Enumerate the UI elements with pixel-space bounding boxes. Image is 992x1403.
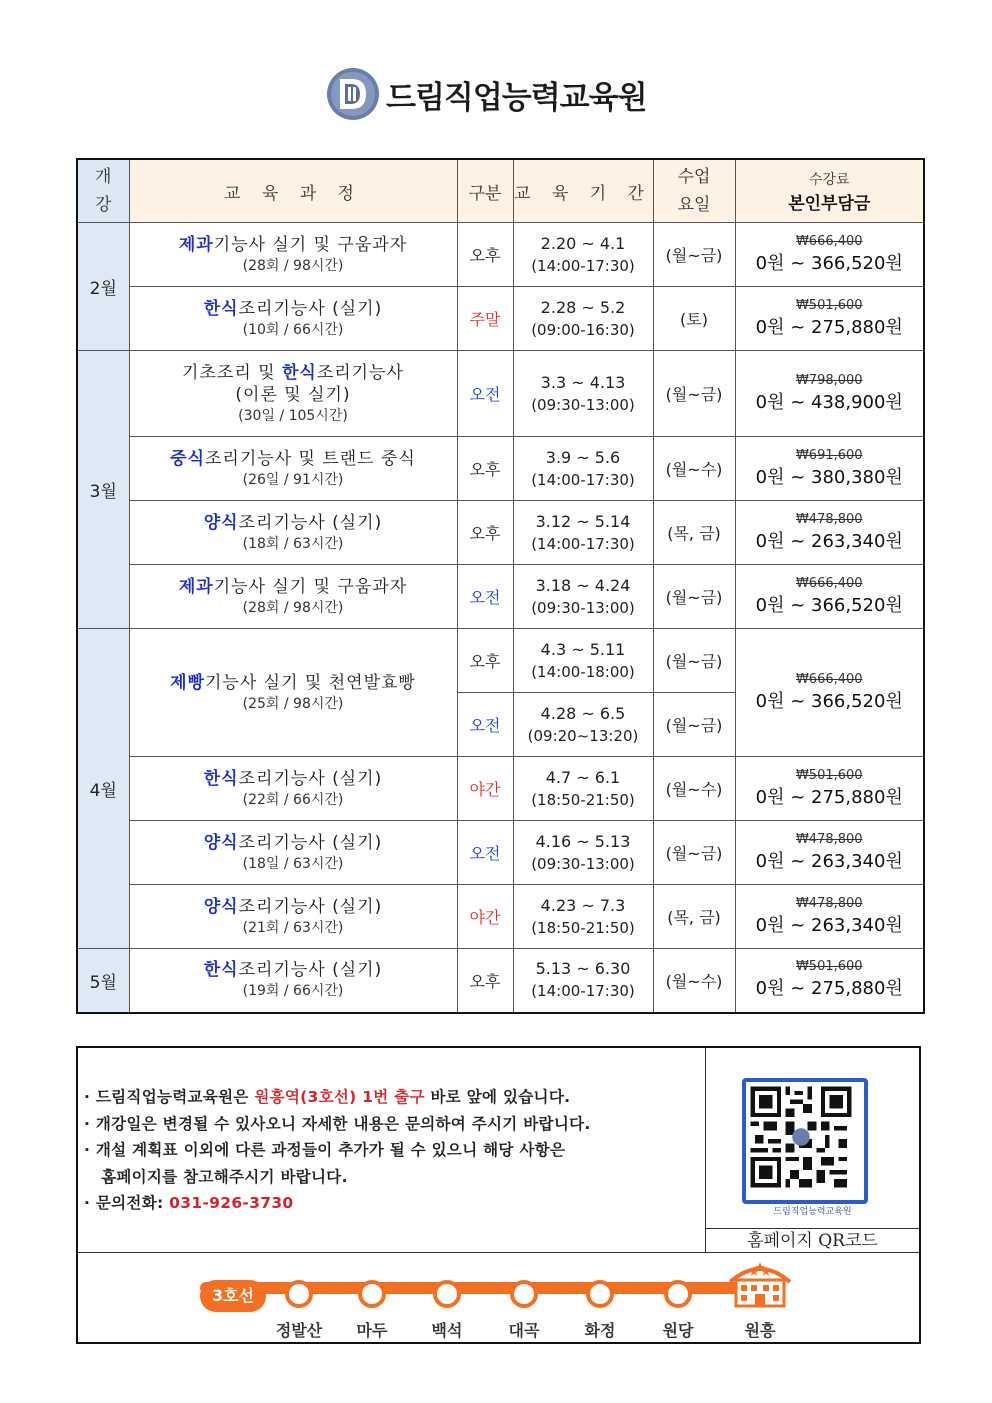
fee-cell: ₩478,800 0원 ~ 263,340원 (735, 501, 924, 565)
period-cell: 2.28 ~ 5.2 (09:00-16:30) (513, 287, 653, 351)
table-row (77, 949, 924, 1013)
period-cell: 3.9 ~ 5.6 (14:00-17:30) (513, 437, 653, 501)
fee-cell: ₩691,600 0원 ~ 380,380원 (735, 437, 924, 501)
station-marker (664, 1280, 692, 1308)
qr-caption: 드림직업능력교육원 (773, 1207, 852, 1217)
course-cell: 제과기능사 실기 및 구움과자 (28회 / 98시간) (129, 565, 457, 629)
table-header-row (77, 159, 924, 223)
period-cell: 4.3 ~ 5.11 (14:00-18:00) (513, 629, 653, 693)
table-row (77, 565, 924, 629)
fee-cell: ₩666,400 0원 ~ 366,520원 (735, 629, 924, 757)
header-division: 구분 (457, 159, 513, 223)
course-cell: 양식조리기능사 (실기) (18회 / 63시간) (129, 501, 457, 565)
fee-cell: ₩501,600 0원 ~ 275,880원 (735, 949, 924, 1013)
days-cell: (목, 금) (653, 885, 735, 949)
division-cell: 주말 (457, 287, 513, 351)
days-cell: (월~금) (653, 223, 735, 287)
period-cell: 3.3 ~ 4.13 (09:30-13:00) (513, 351, 653, 437)
division-cell: 야간 (457, 757, 513, 821)
header-month: 개 강 (77, 159, 129, 223)
table-row (77, 287, 924, 351)
note-extra-courses: · 개설 계획표 이외에 다른 과정들이 추가가 될 수 있으니 해당 사항은 (84, 1141, 566, 1159)
division-cell: 오후 (457, 437, 513, 501)
note-location: · 드림직업능력교육원은 원흥역(3호선) 1번 출구 바로 앞에 있습니다. (84, 1088, 571, 1106)
course-cell: 한식조리기능사 (실기) (10회 / 66시간) (129, 287, 457, 351)
fee-cell: ₩666,400 0원 ~ 366,520원 (735, 565, 924, 629)
days-cell: (월~금) (653, 351, 735, 437)
note-schedule-change: · 개강일은 변경될 수 있사오니 자세한 내용은 문의하여 주시기 바랍니다. (84, 1114, 591, 1133)
table-row (77, 223, 924, 287)
fee-cell: ₩478,800 0원 ~ 263,340원 (735, 885, 924, 949)
header-fee: 수강료 본인부담금 (735, 159, 924, 223)
station-marker (586, 1280, 614, 1308)
division-cell: 야간 (457, 885, 513, 949)
station-label: 대곡 (508, 1321, 540, 1340)
fee-cell: ₩478,800 0원 ~ 263,340원 (735, 821, 924, 885)
station-label: 정발산 (275, 1321, 323, 1340)
days-cell: (월~금) (653, 693, 735, 757)
station-label: 원당 (662, 1321, 694, 1340)
fee-cell: ₩666,400 0원 ~ 366,520원 (735, 223, 924, 287)
header-days: 수업 요일 (653, 159, 735, 223)
course-cell: 양식조리기능사 (실기) (18일 / 63시간) (129, 821, 457, 885)
month-cell: 4월 (77, 629, 129, 949)
org-name: 드림직업능력교육원 (386, 79, 647, 116)
course-cell: 양식조리기능사 (실기) (21회 / 63시간) (129, 885, 457, 949)
table-row (77, 885, 924, 949)
note-phone: · 문의전화: 031-926-3730 (84, 1194, 294, 1212)
period-cell: 2.20 ~ 4.1 (14:00-17:30) (513, 223, 653, 287)
division-cell: 오전 (457, 565, 513, 629)
station-label: 마두 (356, 1321, 388, 1340)
station-marker (285, 1280, 313, 1308)
course-cell: 한식조리기능사 (실기) (22회 / 66시간) (129, 757, 457, 821)
period-cell: 4.16 ~ 5.13 (09:30-13:00) (513, 821, 653, 885)
subway-line-bar (200, 1282, 740, 1294)
days-cell: (월~수) (653, 949, 735, 1013)
period-cell: 3.18 ~ 4.24 (09:30-13:00) (513, 565, 653, 629)
org-logo-mark-icon (326, 67, 380, 121)
division-cell: 오전 (457, 693, 513, 757)
station-label: 백석 (431, 1321, 463, 1340)
month-cell: 5월 (77, 949, 129, 1013)
fee-cell: ₩798,000 0원 ~ 438,900원 (735, 351, 924, 437)
period-cell: 4.7 ~ 6.1 (18:50-21:50) (513, 757, 653, 821)
station-marker (510, 1280, 538, 1308)
month-cell: 3월 (77, 351, 129, 629)
period-cell: 4.28 ~ 6.5 (09:20~13:20) (513, 693, 653, 757)
days-cell: (월~금) (653, 629, 735, 693)
table-row (77, 821, 924, 885)
period-cell: 4.23 ~ 7.3 (18:50-21:50) (513, 885, 653, 949)
division-cell: 오후 (457, 629, 513, 693)
subway-line-badge: 3호선 (200, 1280, 266, 1312)
days-cell: (목, 금) (653, 501, 735, 565)
division-cell: 오후 (457, 223, 513, 287)
period-cell: 5.13 ~ 6.30 (14:00-17:30) (513, 949, 653, 1013)
qr-code-icon[interactable] (742, 1078, 868, 1204)
header-period: 교 육 기 간 (513, 159, 653, 223)
fee-cell: ₩501,600 0원 ~ 275,880원 (735, 287, 924, 351)
division-cell: 오후 (457, 501, 513, 565)
division-cell: 오전 (457, 821, 513, 885)
course-cell: 한식조리기능사 (실기) (19회 / 66시간) (129, 949, 457, 1013)
info-notes (84, 1084, 591, 1217)
station-marker (358, 1280, 386, 1308)
org-logo (326, 66, 647, 122)
course-cell: 제빵기능사 실기 및 천연발효빵 (25회 / 98시간) (129, 629, 457, 757)
course-cell: 중식조리기능사 및 트랜드 중식 (26일 / 91시간) (129, 437, 457, 501)
course-cell: 기초조리 및 한식조리기능사 (이론 및 실기) (30일 / 105시간) (129, 351, 457, 437)
division-cell: 오후 (457, 949, 513, 1013)
table-row (77, 501, 924, 565)
days-cell: (월~수) (653, 437, 735, 501)
qr-label: 홈페이지 QR코드 (706, 1228, 919, 1253)
days-cell: (월~금) (653, 821, 735, 885)
table-row (77, 757, 924, 821)
course-schedule-table (76, 158, 925, 1014)
division-cell: 오전 (457, 351, 513, 437)
fee-cell: ₩501,600 0원 ~ 275,880원 (735, 757, 924, 821)
station-label: 화정 (584, 1321, 616, 1340)
table-row (77, 629, 924, 693)
days-cell: (월~금) (653, 565, 735, 629)
station-marker (433, 1280, 461, 1308)
station-label: 원흥 (744, 1321, 776, 1340)
header-course: 교 육 과 정 (129, 159, 457, 223)
note-homepage: 홈페이지를 참고해주시기 바랍니다. (84, 1167, 348, 1186)
course-cell: 제과기능사 실기 및 구움과자 (28회 / 98시간) (129, 223, 457, 287)
period-cell: 3.12 ~ 5.14 (14:00-17:30) (513, 501, 653, 565)
month-cell: 2월 (77, 223, 129, 351)
table-row (77, 351, 924, 437)
days-cell: (토) (653, 287, 735, 351)
station-building-icon (724, 1254, 796, 1310)
qr-panel (706, 1048, 919, 1252)
info-notes-panel (78, 1048, 706, 1252)
days-cell: (월~수) (653, 757, 735, 821)
table-row (77, 437, 924, 501)
